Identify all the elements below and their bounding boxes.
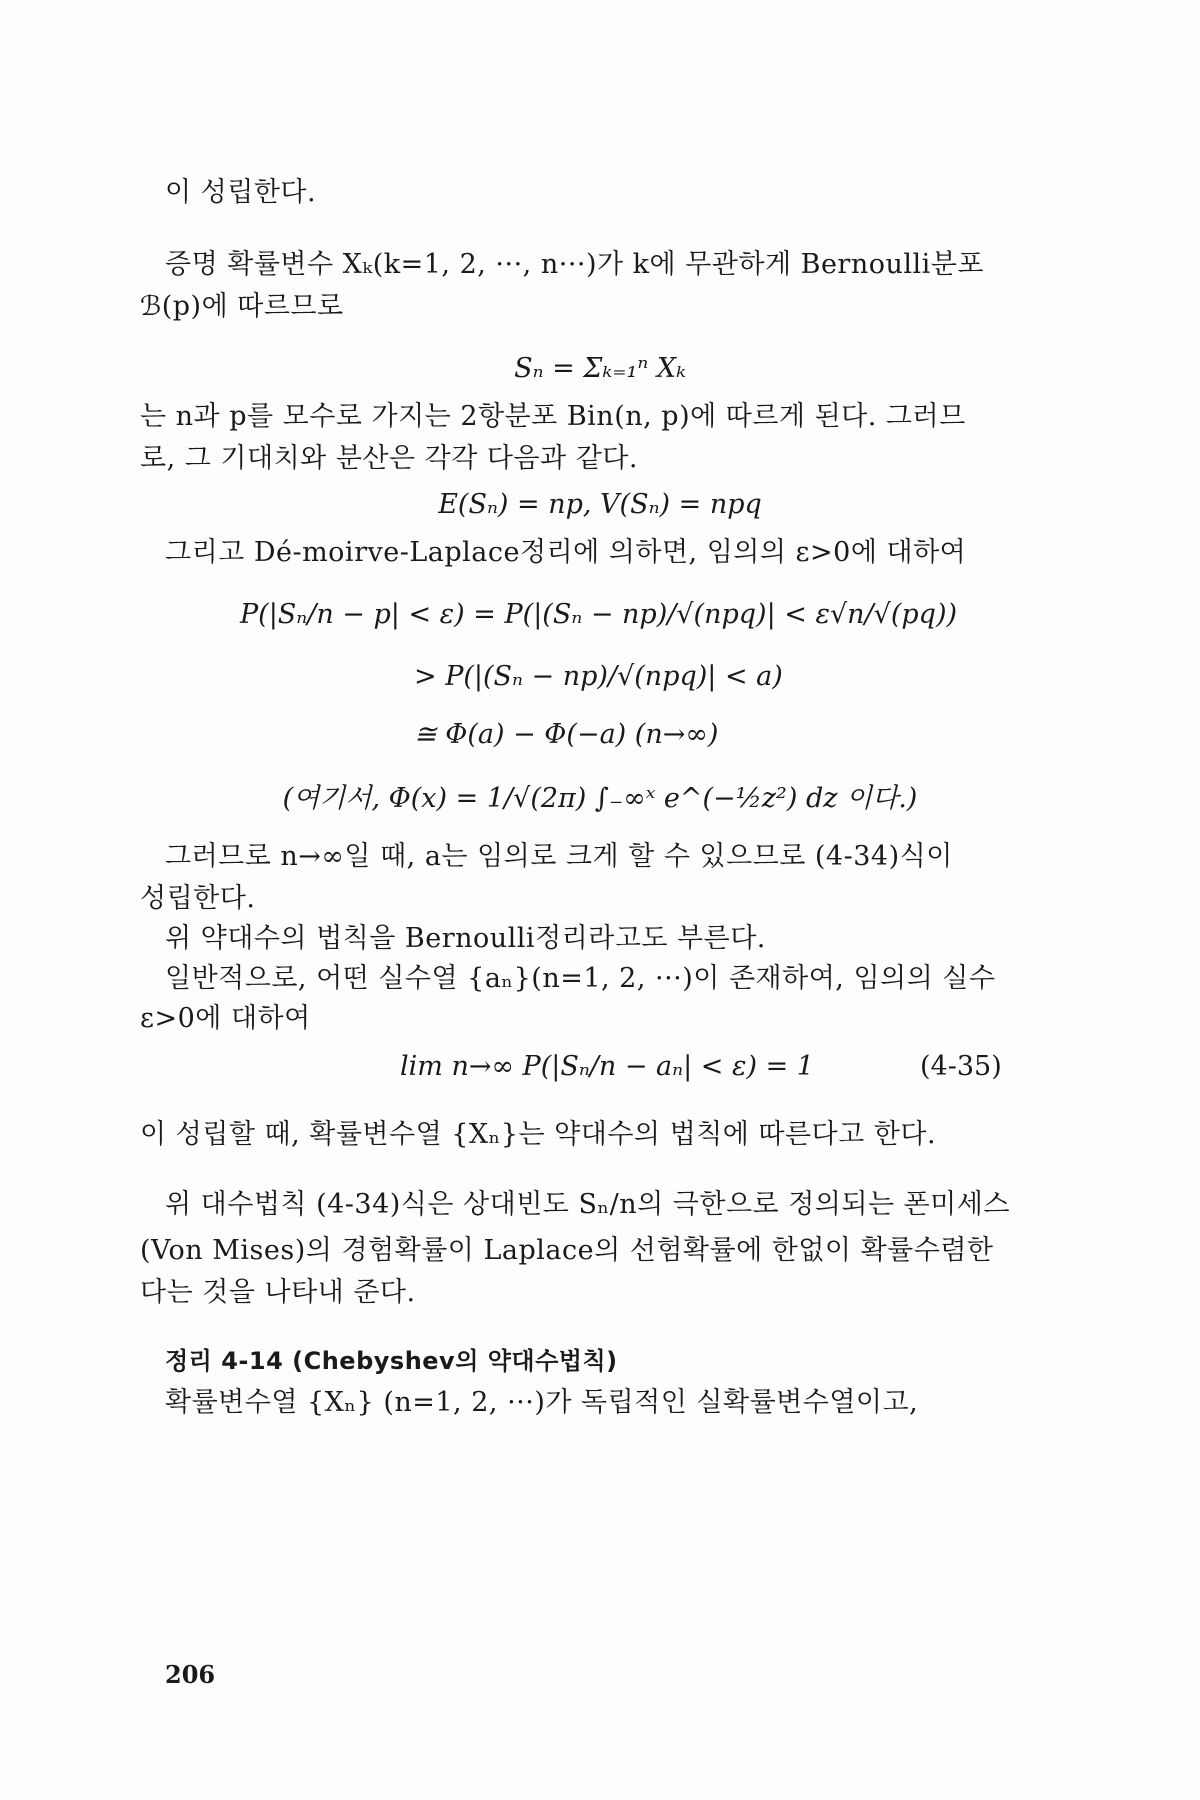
text-line: 로, 그 기대치와 분산은 각각 다음과 같다. <box>140 443 638 474</box>
text-line: ε>0에 대하여 <box>140 1003 311 1034</box>
text-line: 그리고 Dé-moirve-Laplace정리에 의하면, 임의의 ε>0에 대하여 <box>165 537 967 568</box>
text-line: 이 성립할 때, 확률변수열 {Xₙ}는 약대수의 법칙에 따른다고 한다. <box>140 1119 937 1150</box>
text-line: (Von Mises)의 경험확률이 Laplace의 선험확률에 한없이 확률수렴한 <box>140 1235 994 1266</box>
equation-4-35: lim n→∞ P(|Sₙ/n − aₙ| < ε) = 1 <box>400 1051 814 1082</box>
equation-number: (4-35) <box>920 1051 1002 1082</box>
equation-phi-definition: (여기서, Φ(x) = 1/√(2π) ∫₋∞ˣ e^(−½z²) dz 이다.) <box>282 783 918 814</box>
text-line: 그러므로 n→∞일 때, a는 임의로 크게 할 수 있으므로 (4-34)식이 <box>165 841 953 872</box>
text-line: ℬ(p)에 따르므로 <box>140 291 344 322</box>
equation-expectation-variance: E(Sₙ) = np, V(Sₙ) = npq <box>438 489 762 520</box>
equation-sum: Sₙ = Σₖ₌₁ⁿ Xₖ <box>514 353 686 384</box>
equation-probability-2: > P(|(Sₙ − np)/√(npq)| < a) <box>414 661 783 692</box>
text-line: 위 대수법칙 (4-34)식은 상대빈도 Sₙ/n의 극한으로 정의되는 폰미세스 <box>165 1189 1010 1220</box>
text-line: 일반적으로, 어떤 실수열 {aₙ}(n=1, 2, ···)이 존재하여, 임의의 실수 <box>165 963 996 994</box>
text-line: 위 약대수의 법칙을 Bernoulli정리라고도 부른다. <box>165 923 766 954</box>
equation-probability-1: P(|Sₙ/n − p| < ε) = P(|(Sₙ − np)/√(npq)| < ε√n/√(pq)) <box>240 599 958 630</box>
text-line: 이 성립한다. <box>165 177 317 208</box>
text-line: 확률변수열 {Xₙ} (n=1, 2, ···)가 독립적인 실확률변수열이고, <box>165 1387 919 1418</box>
text-line: 다는 것을 나타내 준다. <box>140 1277 416 1308</box>
equation-probability-3: ≅ Φ(a) − Φ(−a) (n→∞) <box>414 719 719 750</box>
proof-line: 증명 확률변수 Xₖ(k=1, 2, ···, n···)가 k에 무관하게 Bernoulli분포 <box>165 249 984 280</box>
page-number: 206 <box>165 1660 216 1689</box>
text-line: 성립한다. <box>140 883 256 914</box>
text-line: 는 n과 p를 모수로 가지는 2항분포 Bin(n, p)에 따르게 된다. 그러므 <box>140 401 966 432</box>
theorem-heading: 정리 4-14 (Chebyshev의 약대수법칙) <box>165 1347 618 1375</box>
